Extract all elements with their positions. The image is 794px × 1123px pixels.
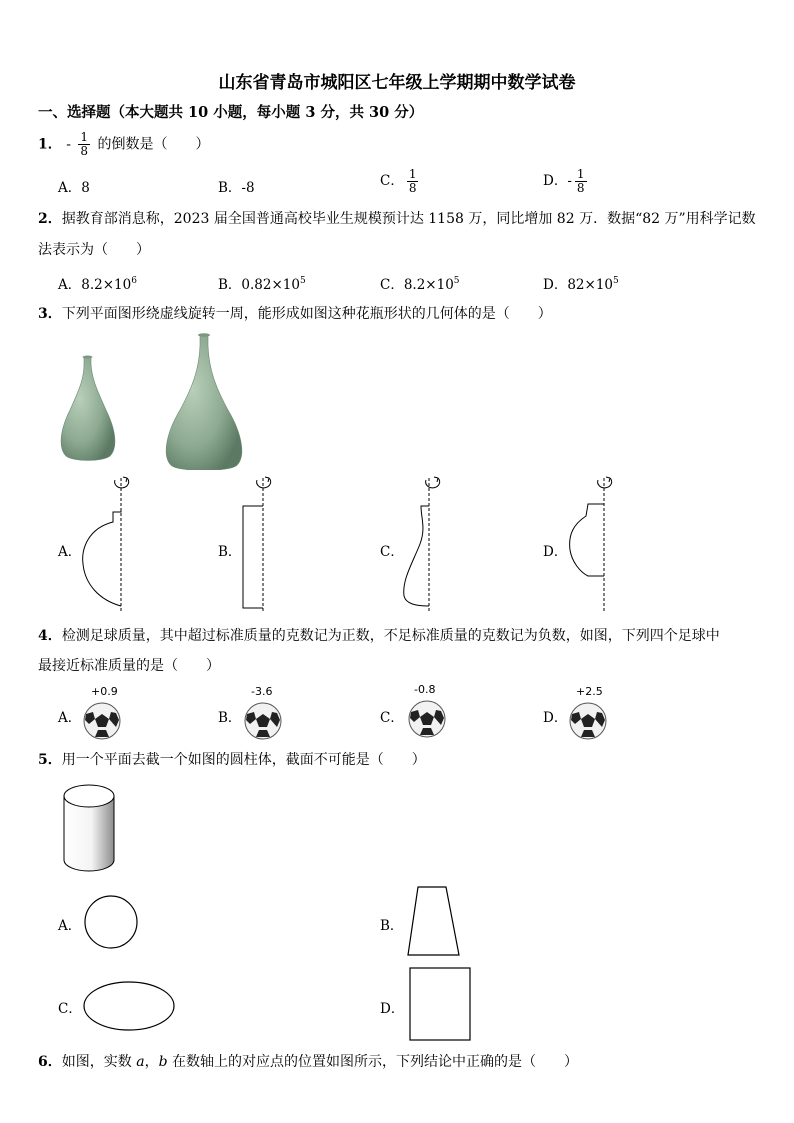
q4-option-d[interactable]: D． — [543, 710, 568, 726]
question-6: 6．如图，实数 a，b 在数轴上的对应点的位置如图所示，下列结论中正确的是（ ） — [38, 1054, 578, 1070]
question-text: 检测足球质量，其中超过标准质量的克数记为正数，不足标准质量的克数记为负数，如图，下列四个足球中 — [61, 628, 720, 644]
q4-option-a[interactable]: A． — [58, 710, 82, 726]
q4-option-c[interactable]: C． — [380, 710, 404, 726]
question-4-line2: 最接近标准质量的是（ ） — [38, 658, 220, 674]
ball-b-value: -3.6 — [251, 685, 273, 698]
question-2 — [38, 209, 756, 229]
q5-option-a[interactable]: A． — [58, 918, 82, 934]
shape-outline — [570, 504, 604, 576]
soccer-ball-a-icon — [80, 700, 124, 742]
fraction: $\frac{1}{8}$ — [576, 167, 585, 195]
q1-option-b[interactable]: B．-8 — [218, 180, 255, 196]
question-3 — [38, 304, 552, 324]
question-2-line2: 法表示为（ ） — [38, 242, 150, 258]
circle-shape — [82, 894, 142, 952]
q4-option-b[interactable]: B． — [218, 710, 242, 726]
fraction: $\frac{1}{8}$ — [408, 167, 417, 195]
q3-option-b[interactable]: B． — [218, 544, 242, 560]
question-text: 据教育部消息称，2023 届全国普通高校毕业生规模预计达 1158 万，同比增加 82 万．数据“82 万”用科学记数 — [61, 211, 756, 227]
ellipse-shape — [82, 979, 178, 1033]
q3-figure-b — [235, 472, 295, 614]
vase-photos — [48, 330, 258, 470]
q2-option-a[interactable]: A．$8.2\times 10^6$ — [58, 276, 137, 293]
square-shape — [407, 965, 473, 1043]
shape-outline — [243, 506, 263, 608]
question-4 — [38, 626, 720, 646]
question-number: 6． — [38, 1054, 62, 1070]
question-text: 的倒数是（ ） — [97, 136, 210, 153]
question-text: 下列平面图形绕虚线旋转一周，能形成如图这种花瓶形状的几何体的是（ ） — [61, 306, 552, 322]
q2-option-c[interactable]: C．$8.2\times 10^5$ — [380, 276, 460, 293]
q1-option-a[interactable]: A．8 — [58, 180, 90, 196]
cylinder-figure — [60, 780, 120, 875]
q3-option-c[interactable]: C． — [380, 544, 404, 560]
neg-sign: - — [66, 136, 71, 153]
q3-option-a[interactable]: A． — [58, 544, 82, 560]
q5-option-b[interactable]: B． — [380, 918, 404, 934]
section-heading: 一、选择题（本大题共 10 小题，每小题 3 分，共 30 分） — [38, 104, 424, 121]
soccer-ball-d-icon — [566, 700, 610, 742]
var-b: b — [158, 1054, 168, 1070]
question-number: 1． — [38, 136, 62, 153]
shape-outline — [404, 506, 429, 606]
question-text: 用一个平面去截一个如图的圆柱体，截面不可能是（ ） — [61, 752, 426, 768]
ball-c-value: -0.8 — [414, 683, 436, 696]
vase-large — [166, 335, 242, 470]
q2-option-b[interactable]: B．$0.82\times 10^5$ — [218, 276, 306, 293]
question-1 — [38, 131, 209, 158]
page-title: 山东省青岛市城阳区七年级上学期期中数学试卷 — [218, 73, 576, 93]
var-a: a — [136, 1054, 145, 1070]
q2-option-d[interactable]: D．$82\times 10^5$ — [543, 276, 619, 293]
q3-figure-c — [398, 472, 458, 614]
question-number: 3． — [38, 306, 62, 322]
q1-option-d[interactable]: D．- $\frac{1}{8}$ — [543, 167, 585, 195]
ball-d-value: +2.5 — [576, 685, 603, 698]
fraction: $\frac{1}{8}$ — [80, 130, 89, 158]
soccer-ball-c-icon — [405, 698, 449, 740]
vase-large-rim — [198, 333, 210, 337]
ball-a-value: +0.9 — [91, 685, 118, 698]
q3-figure-d — [560, 472, 620, 614]
vase-small — [61, 357, 115, 461]
q5-option-c[interactable]: C． — [58, 1001, 82, 1017]
question-number: 4． — [38, 628, 62, 644]
shape-outline — [83, 510, 121, 606]
question-number: 2． — [38, 211, 62, 227]
soccer-ball-b-icon — [241, 700, 285, 742]
question-number: 5． — [38, 752, 62, 768]
q3-option-d[interactable]: D． — [543, 544, 568, 560]
q5-option-d[interactable]: D． — [380, 1001, 405, 1017]
q1-option-c[interactable]: C． $\frac{1}{8}$ — [380, 167, 417, 195]
vase-small-rim — [83, 356, 93, 359]
trapezoid-shape — [404, 884, 464, 958]
q3-figure-a — [75, 472, 135, 614]
question-5 — [38, 750, 426, 770]
